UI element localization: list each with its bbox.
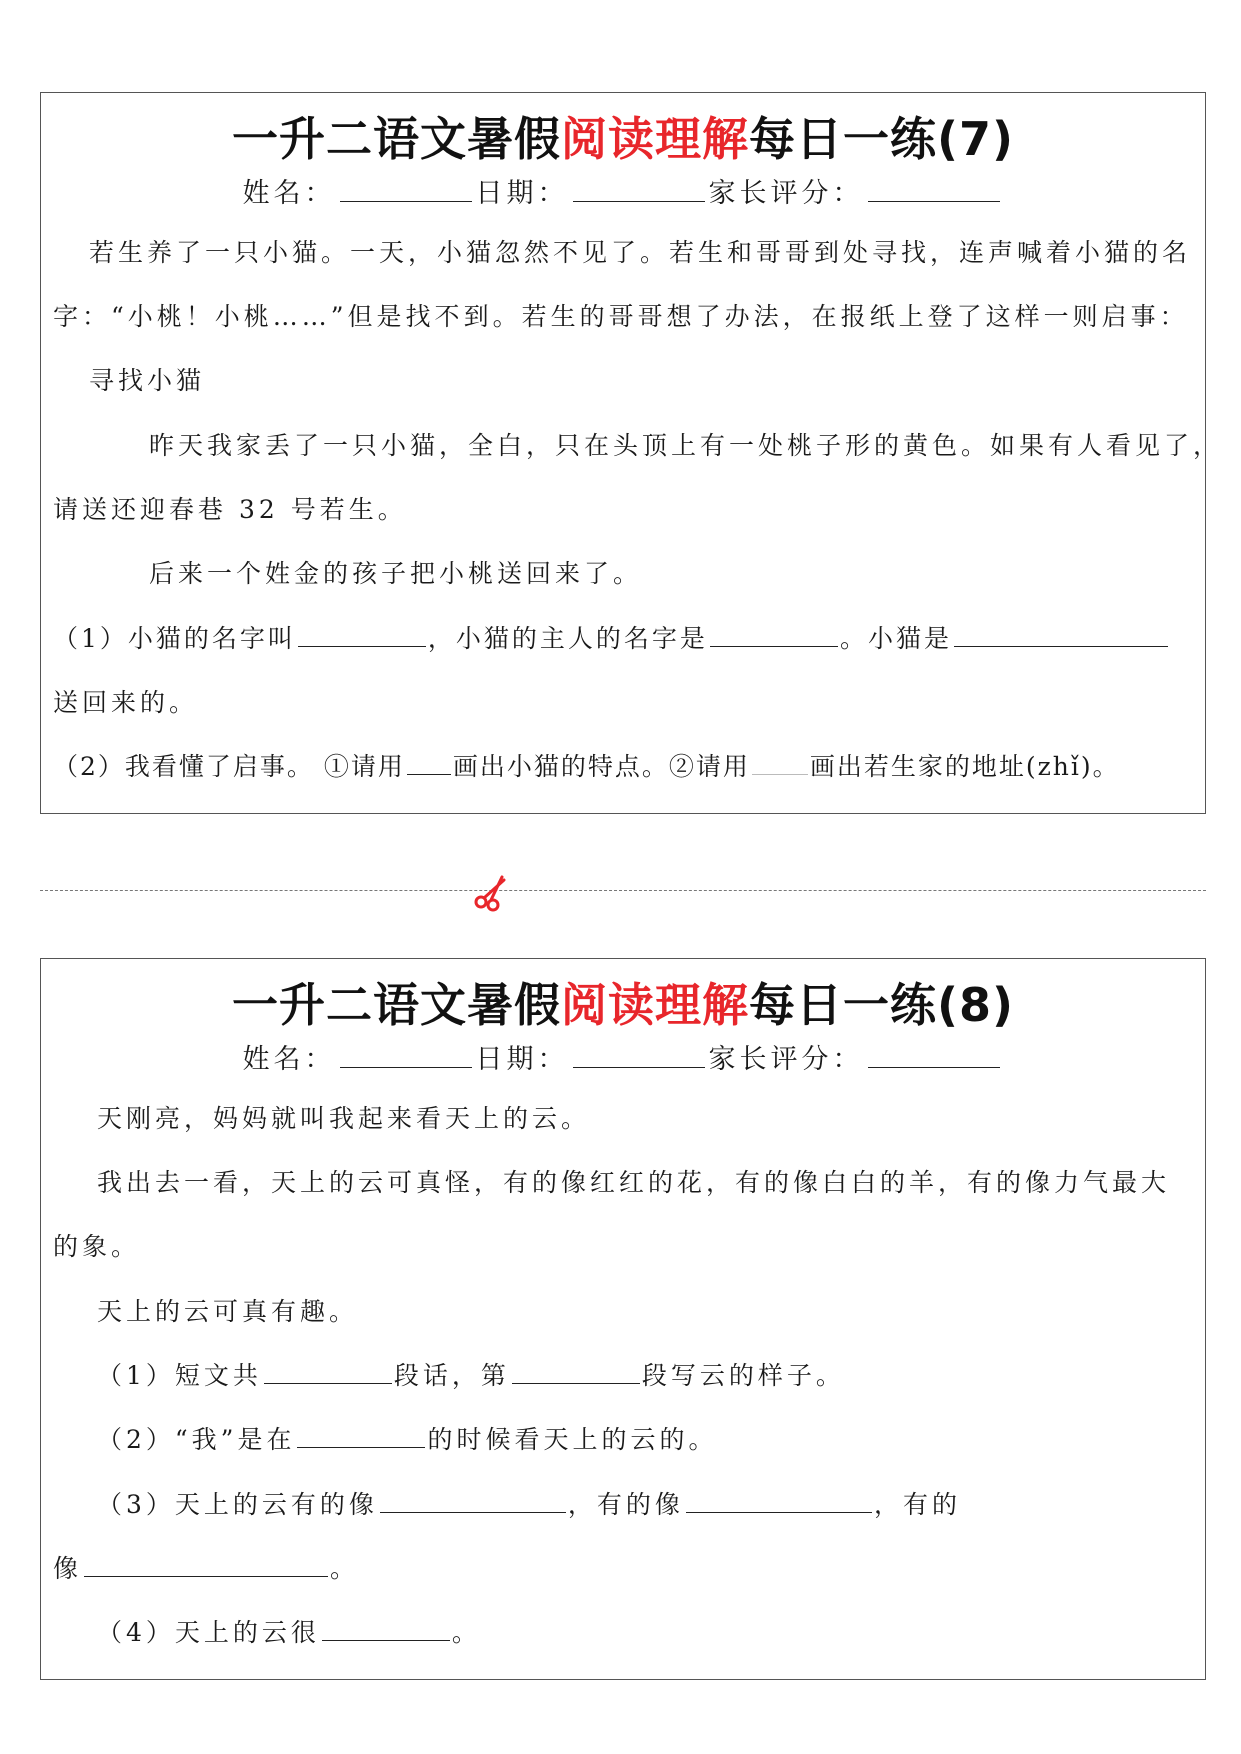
cut-line — [40, 890, 1206, 891]
question-text: 。 — [330, 1554, 360, 1583]
date-label: 日期： — [475, 1044, 569, 1075]
answer-blank[interactable] — [512, 1361, 640, 1384]
question-text: 画出小猫的特点。②请用 — [452, 752, 750, 781]
answer-blank[interactable] — [297, 1425, 425, 1448]
answer-blank[interactable] — [380, 1490, 566, 1513]
question-2 — [53, 750, 1120, 784]
answer-blank[interactable] — [84, 1554, 328, 1577]
question-text: ，有的 — [873, 1490, 961, 1519]
answer-blank[interactable] — [298, 624, 426, 647]
answer-blank[interactable] — [264, 1361, 392, 1384]
worksheet-title — [41, 103, 1205, 169]
name-blank[interactable] — [340, 177, 472, 202]
answer-blank[interactable] — [322, 1618, 450, 1641]
answer-blank[interactable] — [954, 624, 1168, 647]
question-text: ，小猫的主人的名字是 — [427, 624, 708, 653]
name-blank[interactable] — [340, 1043, 472, 1068]
date-blank[interactable] — [573, 177, 705, 202]
date-blank[interactable] — [573, 1043, 705, 1068]
question-1-continued: 送回来的。 — [53, 688, 199, 717]
question-text: （1）短文共 — [97, 1361, 262, 1390]
question-text: 段写云的样子。 — [641, 1361, 845, 1390]
question-text: （1）小猫的名字叫 — [53, 624, 296, 653]
student-info-line — [41, 171, 1205, 210]
score-label: 家长评分： — [708, 1044, 864, 1075]
question-3 — [97, 1488, 961, 1522]
name-label: 姓名： — [242, 1044, 336, 1075]
title-part: 每日一练(7) — [748, 112, 1015, 166]
title-highlight: 阅读理解 — [560, 978, 749, 1032]
question-text: （2）我看懂了启事。 ①请用 — [53, 752, 405, 781]
worksheet-8 — [40, 958, 1206, 1680]
question-text: 。 — [451, 1618, 481, 1647]
question-text: （3）天上的云有的像 — [97, 1490, 378, 1519]
score-blank[interactable] — [868, 1043, 1000, 1068]
score-label: 家长评分： — [708, 178, 864, 209]
question-text: 画出若生家的地址(zhǐ)。 — [809, 752, 1120, 781]
question-1 — [53, 622, 1170, 656]
question-2 — [97, 1423, 717, 1457]
answer-blank[interactable] — [710, 624, 838, 647]
question-text: （4）天上的云很 — [97, 1618, 320, 1647]
story-paragraph-line: 我出去一看，天上的云可真怪，有的像红红的花，有的像白白的羊，有的像力气最大 — [97, 1168, 1171, 1197]
question-text: （2）“我”是在 — [97, 1425, 296, 1454]
story-paragraph: 天刚亮，妈妈就叫我起来看天上的云。 — [97, 1104, 591, 1133]
answer-blank[interactable] — [407, 752, 451, 775]
question-4 — [97, 1616, 481, 1650]
notice-title: 寻找小猫 — [89, 366, 206, 395]
title-highlight: 阅读理解 — [560, 112, 749, 166]
scissors-icon — [472, 872, 512, 912]
answer-blank[interactable] — [686, 1490, 872, 1513]
title-part: 每日一练(8) — [748, 978, 1015, 1032]
name-label: 姓名： — [242, 178, 336, 209]
question-text: 的时候看天上的云的。 — [427, 1425, 718, 1454]
story-paragraph: 后来一个姓金的孩子把小桃送回来了。 — [149, 559, 643, 588]
question-text: 。小猫是 — [839, 624, 952, 653]
title-part: 一升二语文暑假 — [231, 112, 561, 166]
story-paragraph-line: 若生养了一只小猫。一天，小猫忽然不见了。若生和哥哥到处寻找，连声喊着小猫的名 — [89, 238, 1192, 267]
question-text: 段话，第 — [393, 1361, 510, 1390]
story-paragraph-line: 字：“小桃！小桃……”但是找不到。若生的哥哥想了办法，在报纸上登了这样一则启事： — [53, 302, 1189, 331]
answer-blank[interactable] — [752, 752, 808, 775]
title-part: 一升二语文暑假 — [231, 978, 561, 1032]
worksheet-7 — [40, 92, 1223, 814]
student-info-line — [41, 1037, 1205, 1076]
notice-line: 昨天我家丢了一只小猫，全白，只在头顶上有一处桃子形的黄色。如果有人看见了， — [149, 431, 1223, 460]
question-text: 像 — [53, 1554, 83, 1583]
notice-line: 请送还迎春巷 32 号若生。 — [53, 495, 407, 524]
story-paragraph-line: 的象。 — [53, 1232, 141, 1261]
score-blank[interactable] — [868, 177, 1000, 202]
worksheet-title — [41, 969, 1205, 1035]
question-3-continued — [53, 1552, 359, 1586]
question-1 — [97, 1359, 845, 1393]
question-text: ，有的像 — [567, 1490, 684, 1519]
date-label: 日期： — [475, 178, 569, 209]
story-paragraph: 天上的云可真有趣。 — [97, 1297, 359, 1326]
